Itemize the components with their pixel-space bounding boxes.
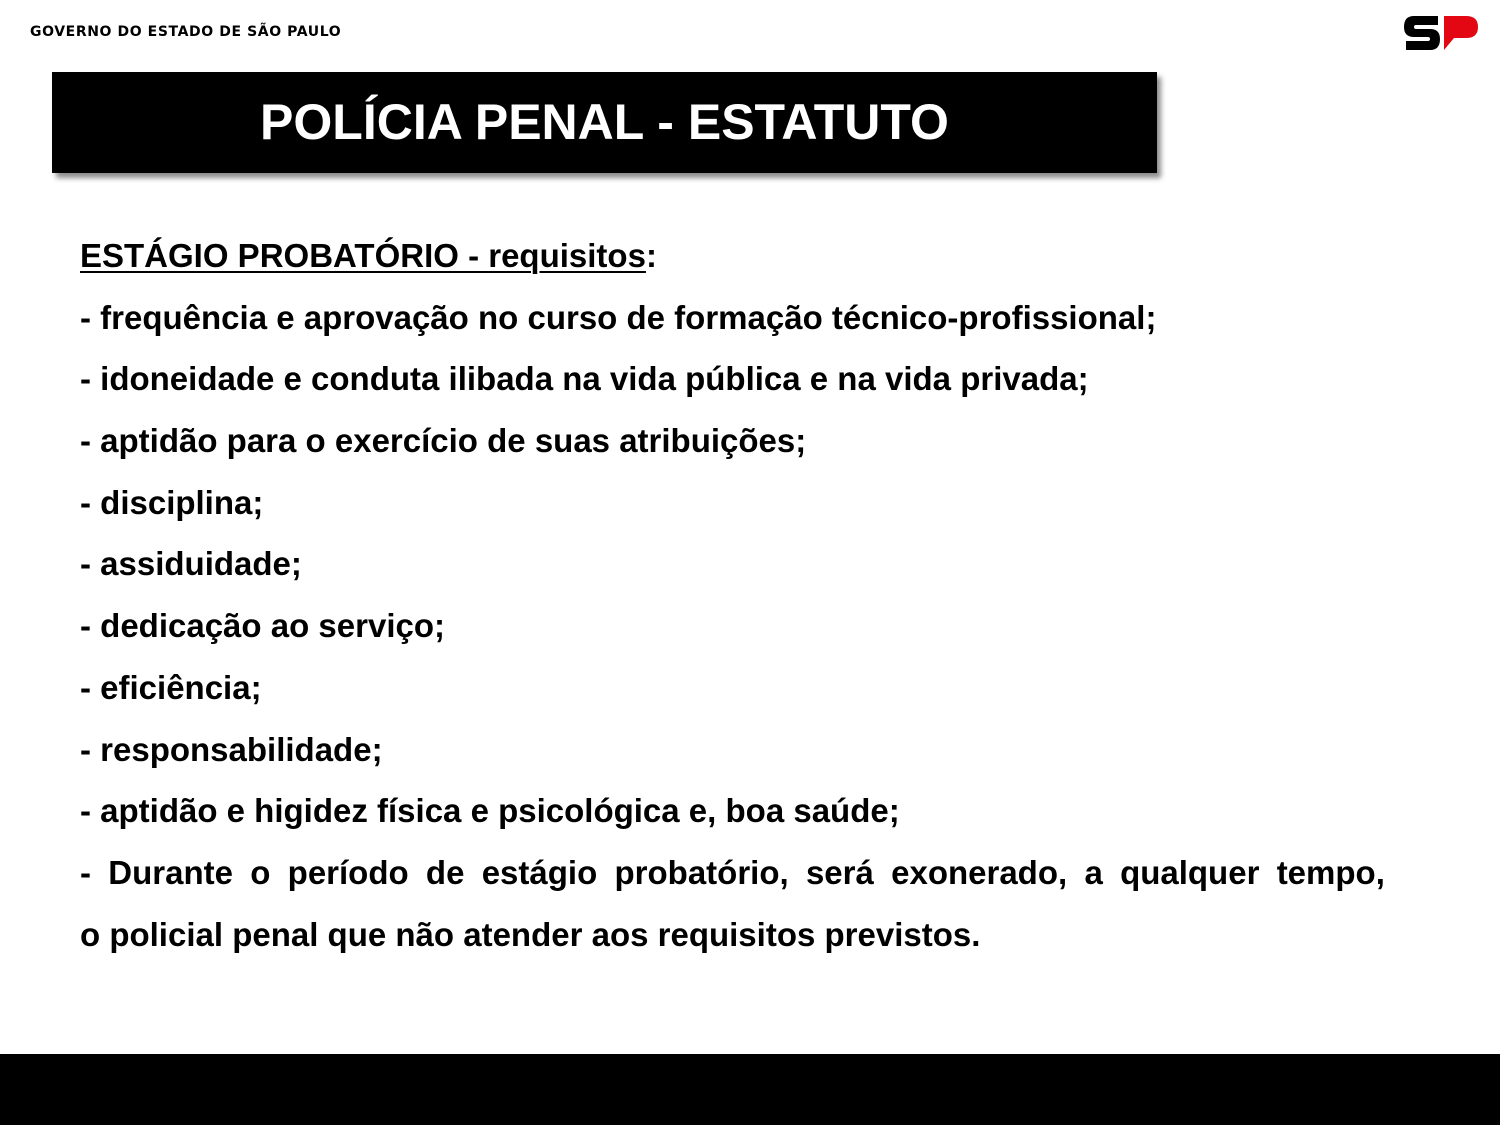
heading-text: ESTÁGIO PROBATÓRIO - requisitos: [80, 237, 646, 274]
requirement-item: - idoneidade e conduta ilibada na vida pública e na vida privada;: [80, 360, 1089, 398]
heading-colon: :: [645, 237, 657, 274]
requirement-item: - aptidão e higidez física e psicológica e, boa saúde;: [80, 792, 900, 830]
closing-line-2: o policial penal que não atender aos requisitos previstos.: [80, 915, 981, 953]
closing-word: de: [425, 853, 465, 891]
closing-word: será: [805, 853, 874, 891]
closing-word: qualquer: [1120, 853, 1260, 891]
closing-word: Durante: [108, 853, 233, 891]
title-banner: [52, 72, 1157, 173]
requirement-item: - aptidão para o exercício de suas atribuições;: [80, 422, 807, 460]
government-header: GOVERNO DO ESTADO DE SÃO PAULO: [30, 24, 342, 40]
closing-word: tempo,: [1276, 853, 1385, 891]
closing-word: -: [80, 853, 91, 891]
slide-content: [80, 225, 1385, 965]
footer-bar: [0, 1054, 1500, 1125]
section-heading: [80, 225, 1385, 287]
requirement-item: - eficiência;: [80, 668, 262, 706]
closing-word: o: [250, 853, 271, 891]
requirement-item: - dedicação ao serviço;: [80, 607, 445, 645]
requirement-item: - responsabilidade;: [80, 730, 383, 768]
closing-word: exonerado,: [891, 853, 1068, 891]
sp-logo: [1404, 16, 1478, 50]
requirement-item: - assiduidade;: [80, 545, 302, 583]
closing-line-1: [80, 842, 1385, 904]
requirement-item: - disciplina;: [80, 483, 264, 521]
requirement-item: - frequência e aprovação no curso de formação técnico-profissional;: [80, 298, 1157, 336]
logo-p-shape: [1444, 16, 1478, 50]
closing-word: a: [1084, 853, 1103, 891]
closing-word: período: [287, 853, 409, 891]
closing-word: probatório,: [614, 853, 789, 891]
logo-s-shape: [1404, 16, 1440, 50]
closing-word: estágio: [481, 853, 598, 891]
slide-title: POLÍCIA PENAL - ESTATUTO: [260, 94, 949, 150]
